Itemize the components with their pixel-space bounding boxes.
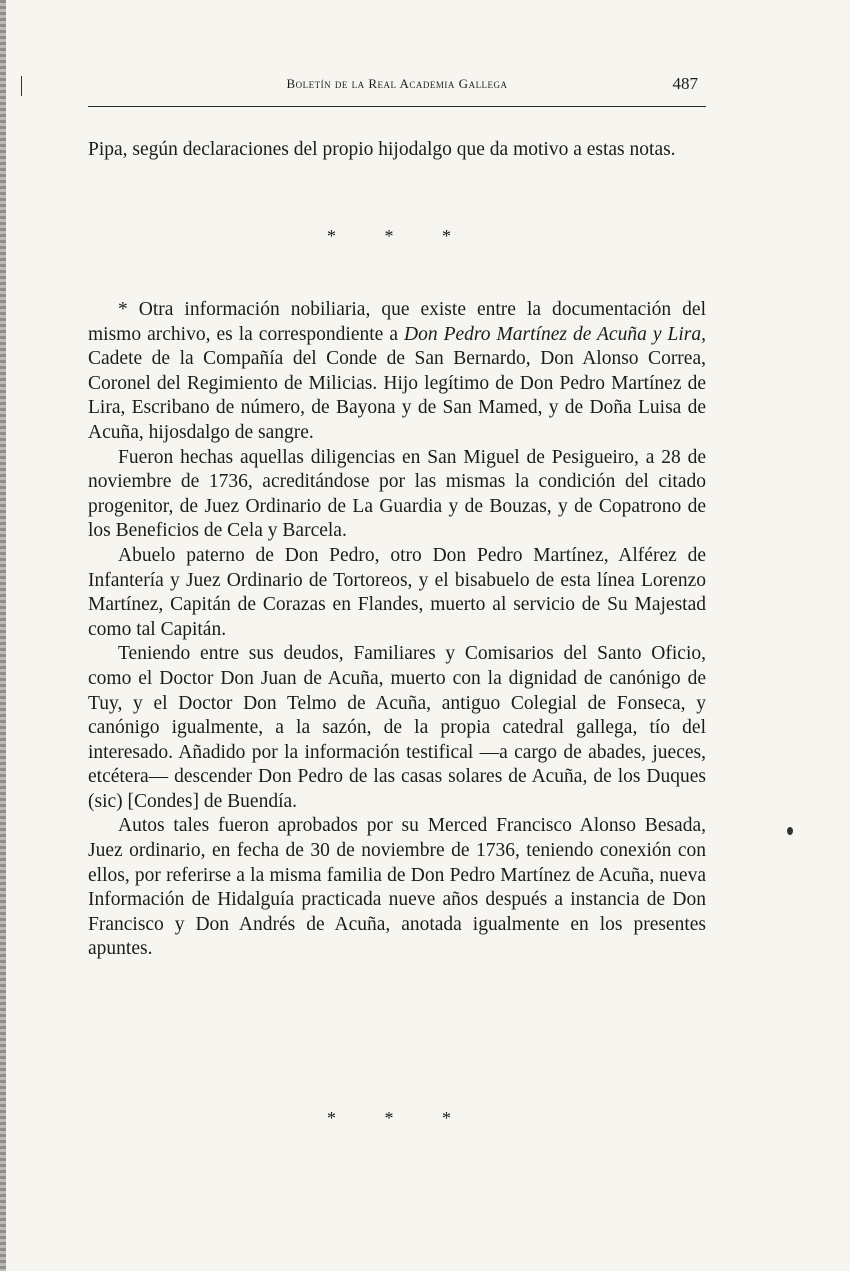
paragraph-1-prefix: * Otra información nobiliaria, que existe entre la documentación del mismo archivo, es la correspondiente a — [88, 299, 706, 345]
continued-paragraph-block — [88, 138, 706, 163]
end-separator: * * * — [327, 1108, 473, 1128]
paragraph-1 — [88, 298, 706, 446]
paragraph-2: Fueron hechas aquellas diligencias en San Miguel de Pesigueiro, a 28 de noviembre de 1736, acreditándose por las mismas la condición del citado progenitor, de Juez Ordinario de La Guardia y de Bouzas, y de Copatrono de los Beneficios de Cela y Barcela. — [88, 446, 706, 542]
person-name-italic: Don Pedro Martínez de Acuña y Lira — [404, 323, 702, 345]
page-header — [88, 72, 706, 107]
margin-mark — [21, 76, 22, 96]
continued-paragraph: Pipa, según declaraciones del propio hijodalgo que da motivo a estas notas. — [88, 139, 676, 160]
running-title: Boletín de la Real Academia Gallega — [286, 76, 508, 91]
binding-edge — [0, 0, 6, 1271]
section-separator: * * * — [327, 226, 473, 246]
page-number: 487 — [672, 74, 698, 93]
margin-dot — [787, 827, 793, 835]
paragraph-5: Autos tales fueron aprobados por su Merced Francisco Alonso Besada, Juez ordinario, en fecha de 30 de noviembre de 1736, teniendo conexión con ellos, por referirse a la misma familia de Don Pedro Martínez de Acuña, nueva Información de Hidalguía practicada nueve años después a instancia de Don Francisco y Don Andrés de Acuña, anotada igualmente en los presentes apuntes. — [88, 815, 706, 960]
paragraph-4: Teniendo entre sus deudos, Familiares y Comisarios del Santo Oficio, como el Doctor Don Juan de Acuña, muerto con la dignidad de canónigo de Tuy, y el Doctor Don Telmo de Acuña, antiguo Colegial de Fonseca, y canónigo igualmente, a la sazón, de la propia catedral gallega, tío del interesado. Añadido por la información testifical —a cargo de abades, jueces, etcétera— descender Don Pedro de las casas solares de Acuña, de los Duques (sic) [Condes] de Buendía. — [88, 643, 706, 812]
main-text-block — [88, 298, 706, 962]
paragraph-3: Abuelo paterno de Don Pedro, otro Don Pedro Martínez, Alférez de Infantería y Juez Ordinario de Tortoreos, y el bisabuelo de esta línea Lorenzo Martínez, Capitán de Corazas en Flandes, muerto al servicio de Su Majestad como tal Capitán. — [88, 544, 706, 640]
paragraph-1-suffix: , Cadete de la Compañía del Conde de San Bernardo, Don Alonso Correa, Coronel del Regimiento de Milicias. Hijo legítimo de Don Pedro Martínez de Lira, Escribano de número, de Bayona y de San Mamed, y de Doña Luisa de Acuña, hijosdalgo de sangre. — [88, 323, 706, 443]
